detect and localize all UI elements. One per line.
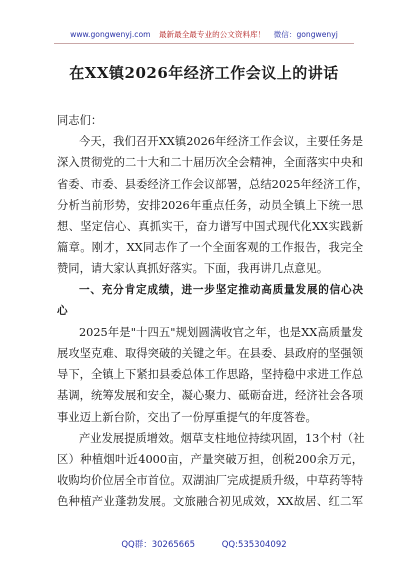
section-heading: 心 [57, 304, 68, 317]
paragraph-line: 赞同，请大家认真抓好落实。下面，我再讲几点意见。 [57, 262, 329, 276]
header-slogan: 最新最全最专业的公文资料库！ [158, 30, 266, 39]
paragraph-line: 区）种植烟叶近4000亩，产量突破万担，创税200余万元， [57, 453, 363, 466]
paragraph-line: 想、坚定信心、真抓实干，奋力谱写中国式现代化XX实践新 [57, 219, 363, 233]
section-heading: 一、充分肯定成绩，进一步坚定推动高质量发展的信心决 [79, 283, 363, 296]
paragraph-line: 2025年是"十四五"规划圆满收官之年，也是XX高质量发 [79, 325, 363, 339]
footer-qq: QQ:535304092 [221, 540, 287, 550]
paragraph-line: 导下，全镇上下紧扣县委总体工作思路，坚持稳中求进工作总 [57, 368, 363, 382]
header-wechat: 微信：gongwenyj [273, 30, 338, 39]
header-site-link[interactable]: www.gongwenyj.com [70, 30, 151, 39]
paragraph-line: 展攻坚克难、取得突破的关键之年。在县委、县政府的坚强领 [57, 347, 363, 361]
paragraph-line: 色种植产业蓬勃发展。文旅融合初见成效，XX故居、红二军 [57, 495, 363, 509]
document-body [57, 110, 369, 513]
salutation: 同志们： [57, 114, 103, 127]
paragraph-line: 基调，统筹发展和安全，凝心聚力、砥砺奋进，经济社会各项 [57, 389, 363, 403]
paragraph-line: 深入贯彻党的二十大和二十届历次全会精神，全面落实中央和 [57, 156, 363, 170]
footer-qq-group: QQ群：30265665 [121, 540, 196, 550]
page-header [0, 29, 408, 40]
page-footer [0, 538, 408, 550]
paragraph-line: 分析当前形势，安排2026年重点任务，动员全镇上下统一思 [57, 198, 363, 212]
paragraph-line: 事业迈上新台阶，交出了一份厚重提气的年度答卷。 [57, 410, 317, 424]
paragraph-line: 篇章。刚才，XX同志作了一个全面客观的工作报告，我完全 [57, 241, 363, 255]
header-divider [54, 43, 354, 44]
document-title: 在XX镇2026年经济工作会议上的讲话 [69, 64, 339, 82]
paragraph-line: 省委、市委、县委经济工作会议部署，总结2025年经济工作， [57, 177, 369, 191]
paragraph-line: 收购均价位居全市首位。双湖油厂完成提质升级，中草药等特 [57, 474, 363, 488]
paragraph-line: 今天，我们召开XX镇2026年经济工作会议，主要任务是 [79, 135, 363, 149]
paragraph-line: 产业发展提质增效。烟草支柱地位持续巩固，13个村（社 [79, 431, 365, 445]
